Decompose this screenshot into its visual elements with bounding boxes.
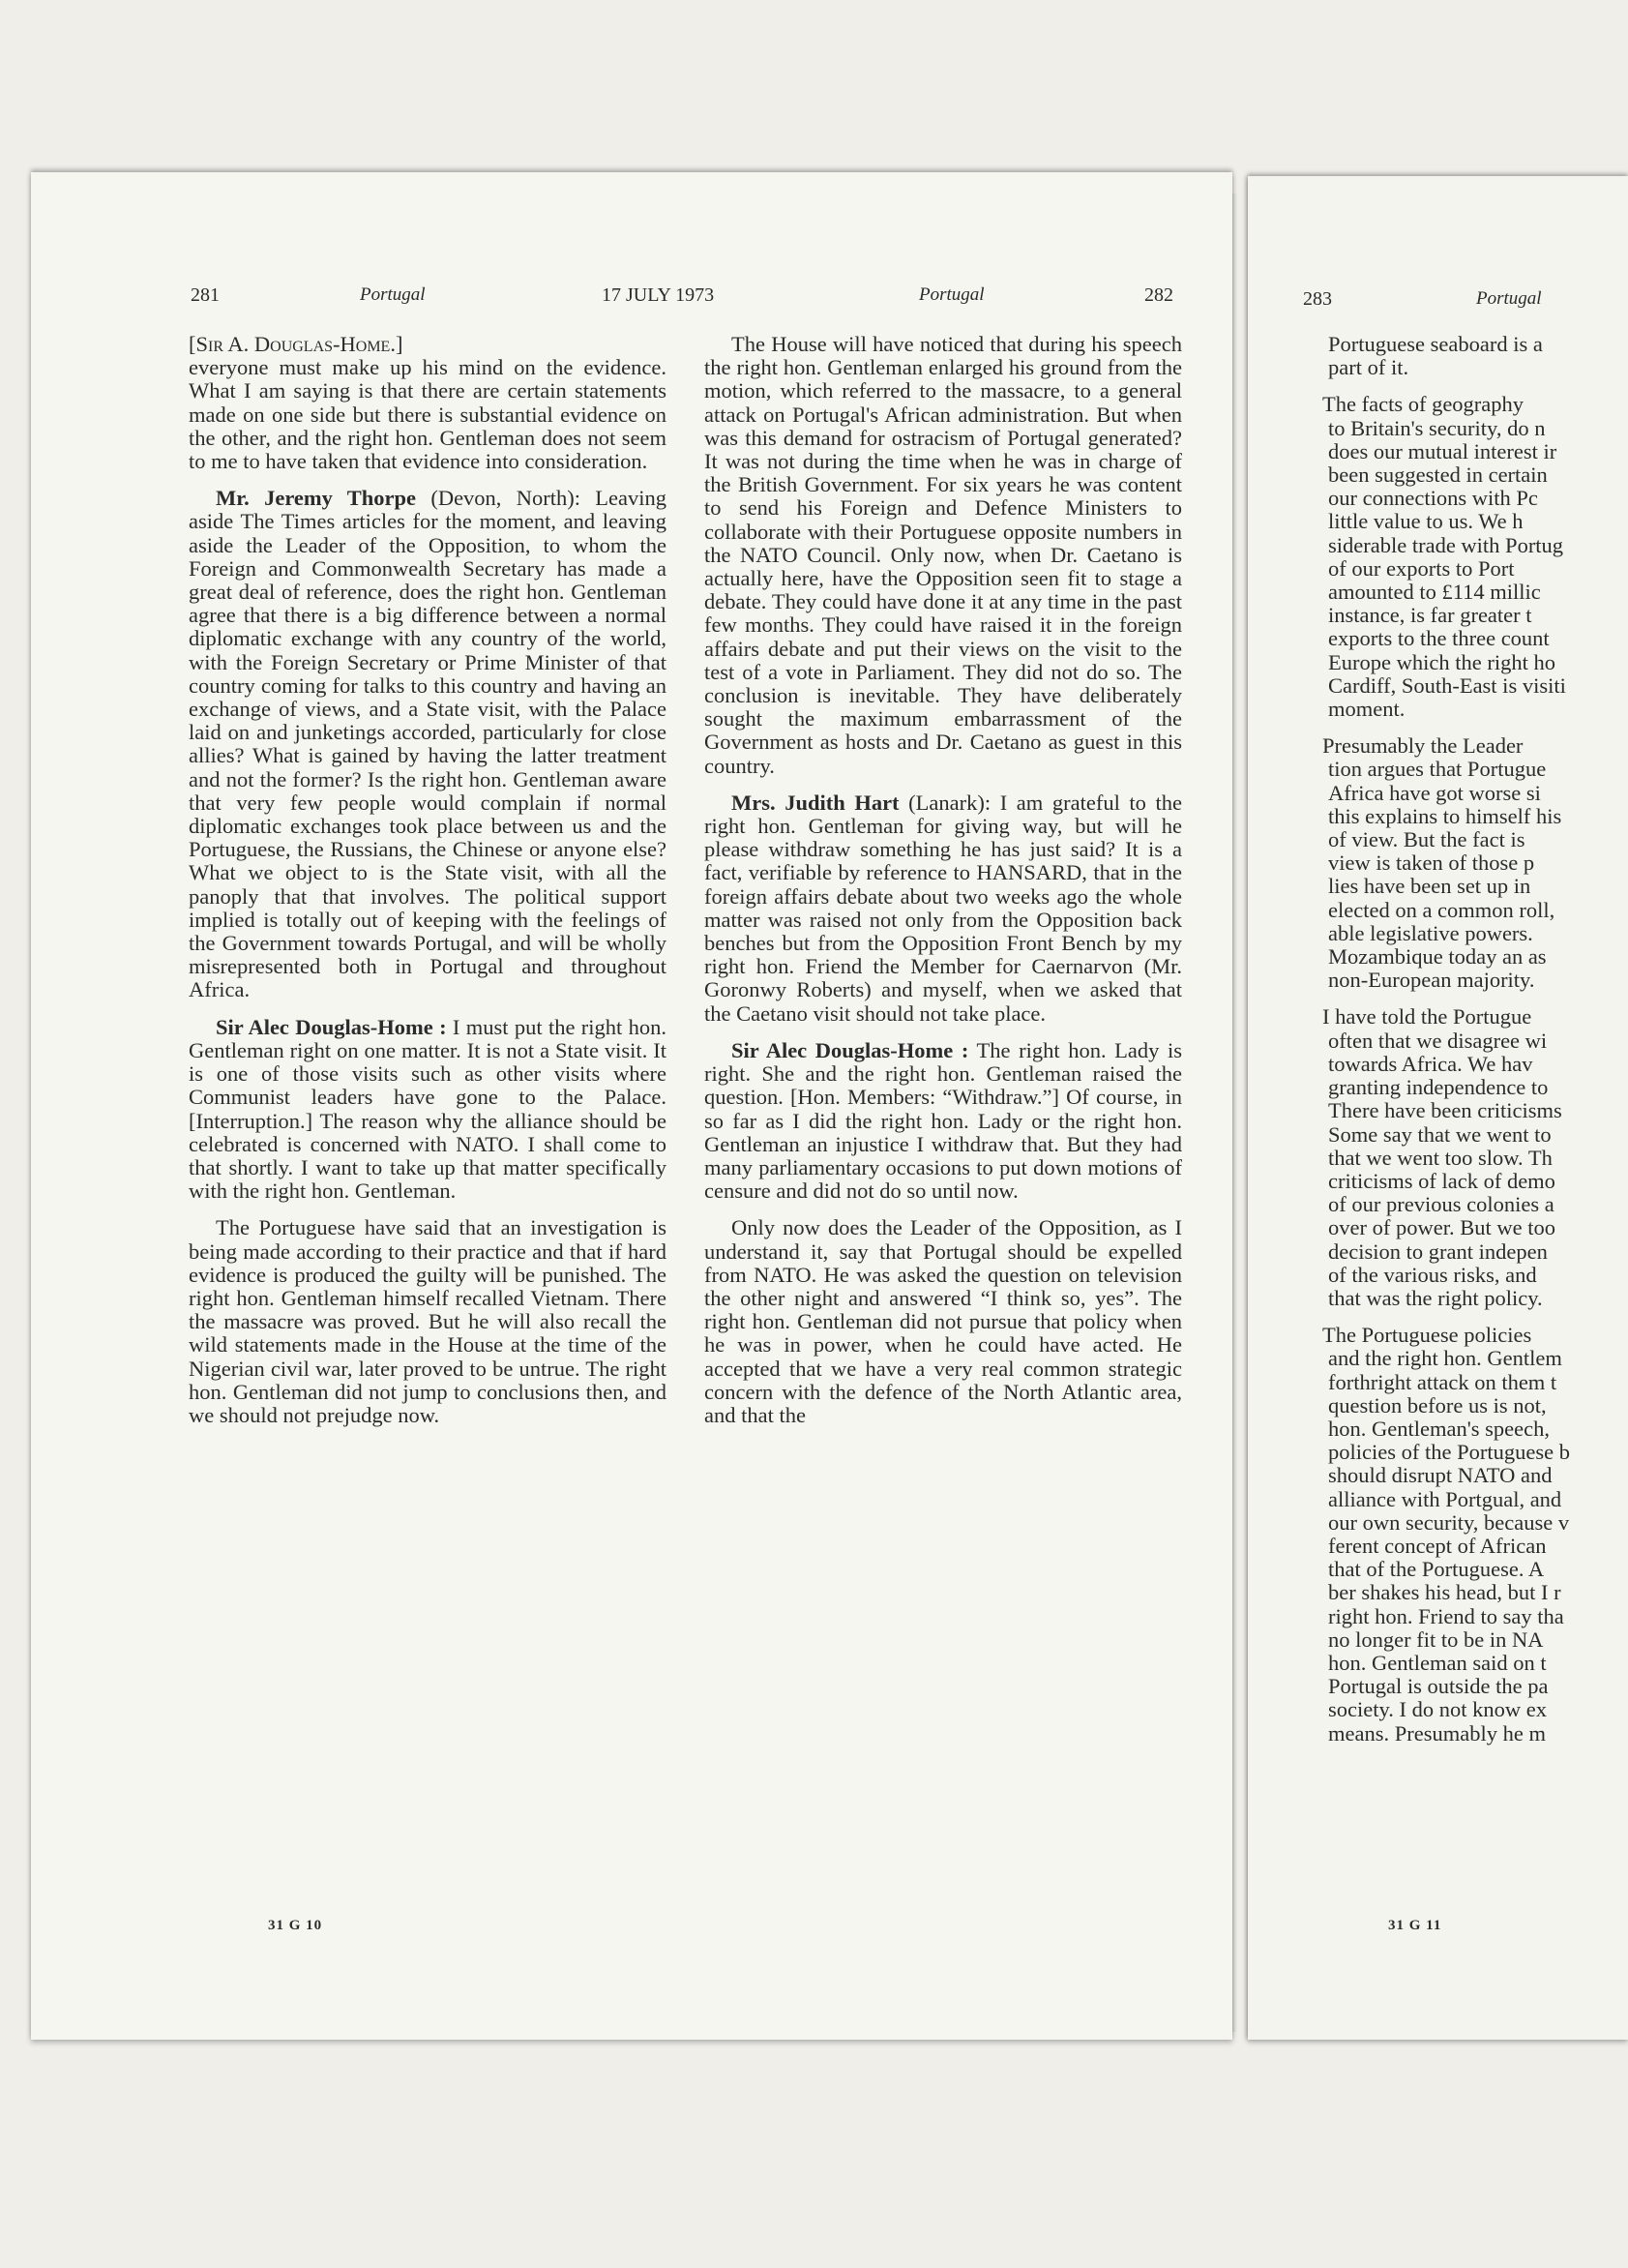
text-line: I have told the Portugue xyxy=(1322,1004,1532,1030)
text-line: little value to us. We h xyxy=(1328,509,1524,534)
text-line: towards Africa. We hav xyxy=(1328,1051,1533,1076)
text-line: able legislative powers. xyxy=(1328,920,1533,945)
text-line: The Portuguese policies xyxy=(1322,1323,1532,1348)
text-line: decision to grant indepen xyxy=(1328,1238,1548,1264)
text-line: to Britain's security, do n xyxy=(1328,415,1546,440)
signature-mark-left: 31 G 10 xyxy=(268,1918,323,1933)
running-title-left: Portugal xyxy=(360,284,426,305)
paragraph-text: I must put the right hon. Gentleman right on one matter. It is not a State visit. It is one of those visits such as other visits where Communist leaders have gone to the Palace. [Interruption.] The reason why the alliance should be celebrated is concerned with NATO. I shall come to that shortly. I want to take up that matter specifically with the right hon. Gentleman. xyxy=(189,1014,666,1204)
text-line: Some say that we went to xyxy=(1328,1121,1552,1147)
text-line: instance, is far greater t xyxy=(1328,603,1532,628)
paragraph xyxy=(1301,734,1628,992)
text-line: of view. But the fact is xyxy=(1328,827,1525,852)
text-line: exports to the three count xyxy=(1328,626,1550,651)
paragraph-text: The right hon. Lady is right. She and the right hon. Gentleman raised the question. [Hon. Members: “Withdraw.”] Of course, in so far as I did the right hon. Lady or the right hon. Gentleman an injustice I withdraw that. But they had many parliamentary occasions to put down motions of censure and did not do so until now. xyxy=(704,1037,1182,1204)
text-line: that we went too slow. Th xyxy=(1328,1145,1553,1170)
paragraph xyxy=(1301,1324,1628,1746)
text-line: Portugal is outside the pa xyxy=(1328,1674,1549,1699)
text-line: of our exports to Port xyxy=(1328,555,1515,581)
column-281 xyxy=(189,333,666,1441)
text-line: of the various risks, and xyxy=(1328,1262,1537,1287)
running-title-283: Portugal xyxy=(1476,288,1542,309)
text-line: Mozambique today an as xyxy=(1328,944,1547,970)
date-heading: 17 JULY 1973 xyxy=(602,284,715,306)
text-line: amounted to £114 millic xyxy=(1328,580,1541,605)
text-line: The facts of geography xyxy=(1322,392,1524,417)
paragraph xyxy=(704,1216,1182,1427)
text-line: granting independence to xyxy=(1328,1075,1549,1100)
text-line: no longer fit to be in NA xyxy=(1328,1626,1544,1652)
paragraph xyxy=(1301,393,1628,721)
text-line: should disrupt NATO and xyxy=(1328,1463,1553,1488)
text-line: that of the Portuguese. A xyxy=(1328,1557,1545,1582)
text-line: alliance with Portgual, and xyxy=(1328,1486,1562,1511)
paragraph-text: (Devon, North): Leaving aside The Times articles for the moment, and leaving aside the Leader of the Opposition, to whom the Foreign and Commonwealth Secretary has made a great deal of reference, does the right hon. Gentleman agree that there is a big difference between a normal diplomatic exchange with any country of the world, with the Foreign Secretary or Prime Minister of that country coming for talks to this country and having an exchange of views, and a State visit, with the Palace laid on and junketings accorded, particularly for close allies? What is gained by having the latter treatment and not the former? Is the right hon. Gentleman aware that very few people would complain if normal diplomatic exchanges took place between us and the Portuguese, the Russians, the Chinese or anyone else? What we object to is the State visit, with all the panoply that that involves. The political support implied is totally out of keeping with the feelings of the Government towards Portugal, and will be wholly misrepresented both in Portugal and throughout Africa. xyxy=(189,486,666,1002)
text-line: and the right hon. Gentlem xyxy=(1328,1346,1562,1371)
speaker-name: Sir Alec Douglas-Home : xyxy=(216,1014,447,1039)
text-line: over of power. But we too xyxy=(1328,1215,1555,1240)
text-line: hon. Gentleman's speech, xyxy=(1328,1416,1550,1441)
text-line: non-European majority. xyxy=(1328,968,1535,993)
text-line: that was the right policy. xyxy=(1328,1285,1543,1310)
paragraph xyxy=(189,1216,666,1427)
text-line: does our mutual interest ir xyxy=(1328,438,1557,463)
paragraph-text: The House will have noticed that during his speech the right hon. Gentleman enlarged his ground from the motion, which referred to the massacre, to a general attack on Portugal's African administration. But when was this demand for ostracism of Portugal generated? It was not during the time when he was in charge of the British Government. For six years he was content to send his Foreign and Defence Ministers to collaborate with their Portuguese opposite numbers in the NATO Council. Only now, when Dr. Caetano is actually here, have the Opposition seen fit to stage a debate. They could have done it at any time in the past few months. They could have raised it in the foreign affairs debate and put their views on the visit to the test of a vote in Parliament. They did not do so. The conclusion is inevitable. They have deliberately sought the maximum embarrassment of the Government as hosts and Dr. Caetano as guest in this country. xyxy=(704,332,1182,778)
paragraph xyxy=(189,487,666,1001)
text-line: right hon. Friend to say tha xyxy=(1328,1603,1564,1628)
text-line: means. Presumably he m xyxy=(1328,1720,1546,1746)
text-line: Portuguese seaboard is a xyxy=(1328,332,1543,356)
column-282 xyxy=(704,333,1182,1441)
speaker-caption: [Sir A. Douglas-Home.] xyxy=(189,332,403,356)
column-282-body xyxy=(704,333,1182,1427)
text-line: our own security, because v xyxy=(1328,1509,1570,1535)
text-line: this explains to himself his xyxy=(1328,803,1562,828)
paragraph xyxy=(1301,1005,1628,1310)
running-title-right: Portugal xyxy=(919,284,985,305)
right-page xyxy=(1248,176,1628,2040)
text-line: elected on a common roll, xyxy=(1328,897,1555,922)
text-line: Africa have got worse si xyxy=(1328,780,1541,805)
text-line: Europe which the right ho xyxy=(1328,649,1555,674)
signature-mark-right: 31 G 11 xyxy=(1388,1918,1442,1933)
column-number-283: 283 xyxy=(1303,288,1332,310)
paragraph-text: (Lanark): I am grateful to the right hon. Gentleman for giving way, but will he please withdraw something he has just said? It is a fact, verifiable by reference to HANSARD, that in the foreign affairs debate about two weeks ago the whole matter was raised not only from the Opposition back benches but from the Opposition Front Bench by my right hon. Friend the Member for Caernarvon (Mr. Goronwy Roberts) and myself, when we asked that the Caetano visit should not take place. xyxy=(704,790,1182,1026)
column-283 xyxy=(1301,333,1628,1759)
text-line: our connections with Pc xyxy=(1328,486,1538,511)
text-line: hon. Gentleman said on t xyxy=(1328,1650,1547,1675)
text-line: of our previous colonies a xyxy=(1328,1192,1554,1217)
column-281-body xyxy=(189,356,666,1427)
right-page-header xyxy=(1248,288,1628,317)
text-line: part of it. xyxy=(1328,355,1409,380)
text-line: ferent concept of African xyxy=(1328,1533,1547,1558)
text-line: often that we disagree wi xyxy=(1328,1028,1548,1053)
text-line: There have been criticisms xyxy=(1328,1098,1562,1123)
paragraph xyxy=(1301,333,1628,379)
text-line: tion argues that Portugue xyxy=(1328,757,1547,782)
column-number-left: 281 xyxy=(191,284,220,306)
text-line: ber shakes his head, but I r xyxy=(1328,1580,1561,1605)
text-line: siderable trade with Portug xyxy=(1328,532,1564,557)
text-line: forthright attack on them t xyxy=(1328,1369,1557,1394)
text-line: lies have been set up in xyxy=(1328,874,1531,899)
paragraph xyxy=(704,791,1182,1026)
text-line: question before us is not, xyxy=(1328,1392,1547,1418)
text-line: view is taken of those p xyxy=(1328,850,1535,876)
paragraph-text: The Portuguese have said that an investigation is being made according to their practice and that if hard evidence is produced the guilty will be punished. The right hon. Gentleman himself recalled Vietnam. There the massacre was proved. But he will also recall the wild statements made in the House at the time of the Nigerian civil war, later proved to be untrue. The right hon. Gentleman did not jump to conclusions then, and we should not prejudge now. xyxy=(189,1215,666,1427)
paragraph xyxy=(189,1016,666,1204)
speaker-name: Mr. Jeremy Thorpe xyxy=(216,486,417,511)
column-number-right: 282 xyxy=(1144,284,1173,306)
paragraph-text: everyone must make up his mind on the evidence. What I am saying is that there are certain statements made on one side but there is substantial evidence on the other, and the right hon. Gentleman does not seem to me to have taken that evidence into consideration. xyxy=(189,355,666,474)
text-line: Cardiff, South-East is visiti xyxy=(1328,672,1566,698)
paragraph xyxy=(189,356,666,473)
text-line: policies of the Portuguese b xyxy=(1328,1440,1570,1465)
paragraph xyxy=(704,1039,1182,1203)
text-line: criticisms of lack of demo xyxy=(1328,1168,1555,1193)
speaker-name: Mrs. Judith Hart xyxy=(731,790,900,815)
text-line: Presumably the Leader xyxy=(1322,733,1524,759)
text-line: moment. xyxy=(1328,697,1406,722)
speaker-name: Sir Alec Douglas-Home : xyxy=(731,1037,969,1062)
paragraph-text: Only now does the Leader of the Opposition, as I understand it, say that Portugal should be expelled from NATO. He was asked the question on television the other night and answered “I think so, yes”. The right hon. Gentleman did not pursue that policy when he was in power, when he could have acted. He accepted that we have a very real common strategic concern with the defence of the North Atlantic area, and that the xyxy=(704,1215,1182,1427)
text-line: been suggested in certain xyxy=(1328,463,1548,488)
paragraph xyxy=(704,333,1182,778)
left-page-header xyxy=(0,284,1232,313)
text-line: society. I do not know ex xyxy=(1328,1697,1547,1722)
